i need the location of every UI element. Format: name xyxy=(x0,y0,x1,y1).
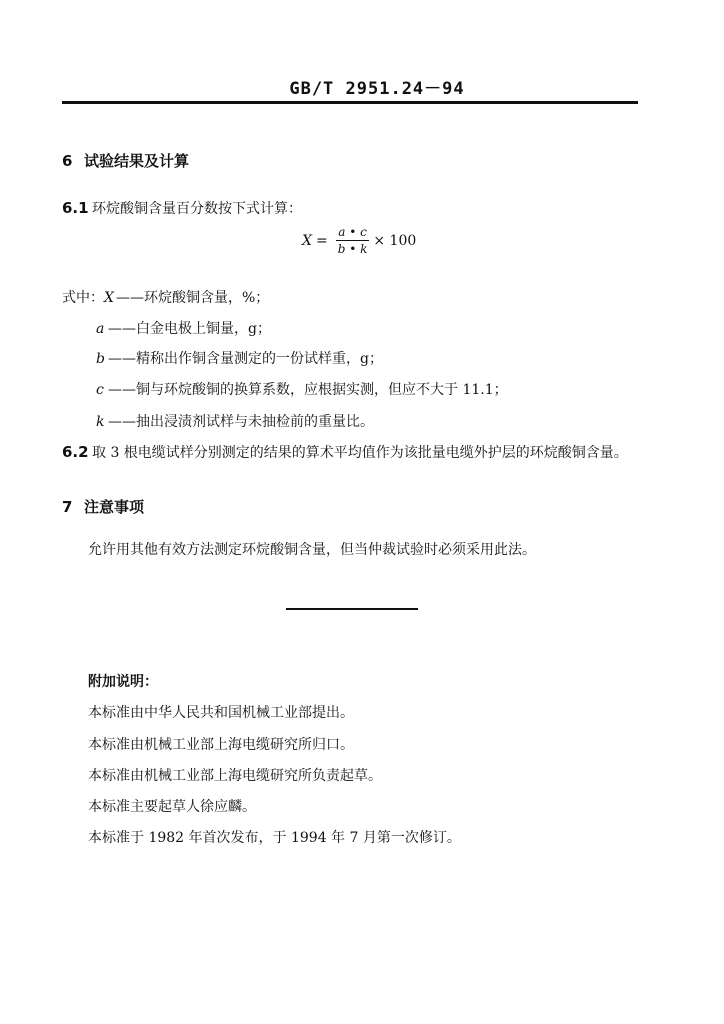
clause-6-2-text: 取 3 根电缆试样分别测定的结果的算术平均值作为该批量电缆外护层的环烷酸铜含量。 xyxy=(92,445,628,461)
definition-k xyxy=(96,411,374,431)
clause-6-2-number: 6.2 xyxy=(62,443,89,461)
section-6-number: 6 xyxy=(62,152,73,170)
additional-note-line: 本标准主要起草人徐应麟。 xyxy=(88,799,256,815)
definition-text: ——精称出作铜含量测定的一份试样重，g； xyxy=(108,351,383,367)
additional-notes-title: 附加说明： xyxy=(88,674,158,690)
additional-note-line: 本标准由机械工业部上海电缆研究所负责起草。 xyxy=(88,768,382,784)
section-6-heading xyxy=(62,150,189,171)
definition-symbol: a xyxy=(96,321,105,337)
section-7-number: 7 xyxy=(62,498,73,516)
additional-note-line: 本标准由机械工业部上海电缆研究所归口。 xyxy=(88,737,354,753)
clause-6-1 xyxy=(62,198,302,218)
additional-note-line: 本标准于 1982 年首次发布，于 1994 年 7 月第一次修订。 xyxy=(88,830,461,846)
clause-6-1-text: 环烷酸铜含量百分数按下式计算： xyxy=(92,201,302,217)
section-7-heading xyxy=(62,496,144,517)
definition-a xyxy=(96,318,271,338)
definition-symbol: k xyxy=(96,414,105,430)
section-6-title: 试验结果及计算 xyxy=(84,152,190,170)
definition-text: ——环烷酸铜含量，%； xyxy=(116,290,270,306)
section-7-text: 允许用其他有效方法测定环烷酸铜含量，但当仲裁试验时必须采用此法。 xyxy=(88,542,536,558)
definition-c xyxy=(96,379,508,399)
formula-denominator: b • k xyxy=(337,242,368,256)
definition-symbol: b xyxy=(96,351,105,367)
definition-text: ——白金电极上铜量，g； xyxy=(108,321,271,337)
standard-code-header: GB/T 2951.24－94 xyxy=(289,79,465,99)
section-divider xyxy=(286,608,418,610)
formula-fraction xyxy=(336,224,370,257)
formula-numerator: a • c xyxy=(338,225,367,239)
formula-multiplier: × 100 xyxy=(373,232,417,249)
additional-note-line: 本标准由中华人民共和国机械工业部提出。 xyxy=(88,705,354,721)
header-rule xyxy=(62,101,638,104)
definition-symbol: c xyxy=(96,382,104,398)
definition-b xyxy=(96,348,383,368)
section-7-title: 注意事项 xyxy=(84,498,145,516)
formula-lhs: X xyxy=(302,232,312,249)
clause-6-1-number: 6.1 xyxy=(62,199,89,217)
definition-text: ——抽出浸渍剂试样与未抽检前的重量比。 xyxy=(108,414,374,430)
definition-text: ——铜与环烷酸铜的换算系数，应根据实测，但应不大于 11.1； xyxy=(108,382,508,398)
where-label: 式中： xyxy=(62,290,104,306)
calculation-formula xyxy=(302,224,416,257)
definition-x xyxy=(62,287,269,307)
clause-6-2 xyxy=(62,442,628,462)
definition-symbol: X xyxy=(104,290,114,306)
formula-equals: = xyxy=(315,232,328,249)
